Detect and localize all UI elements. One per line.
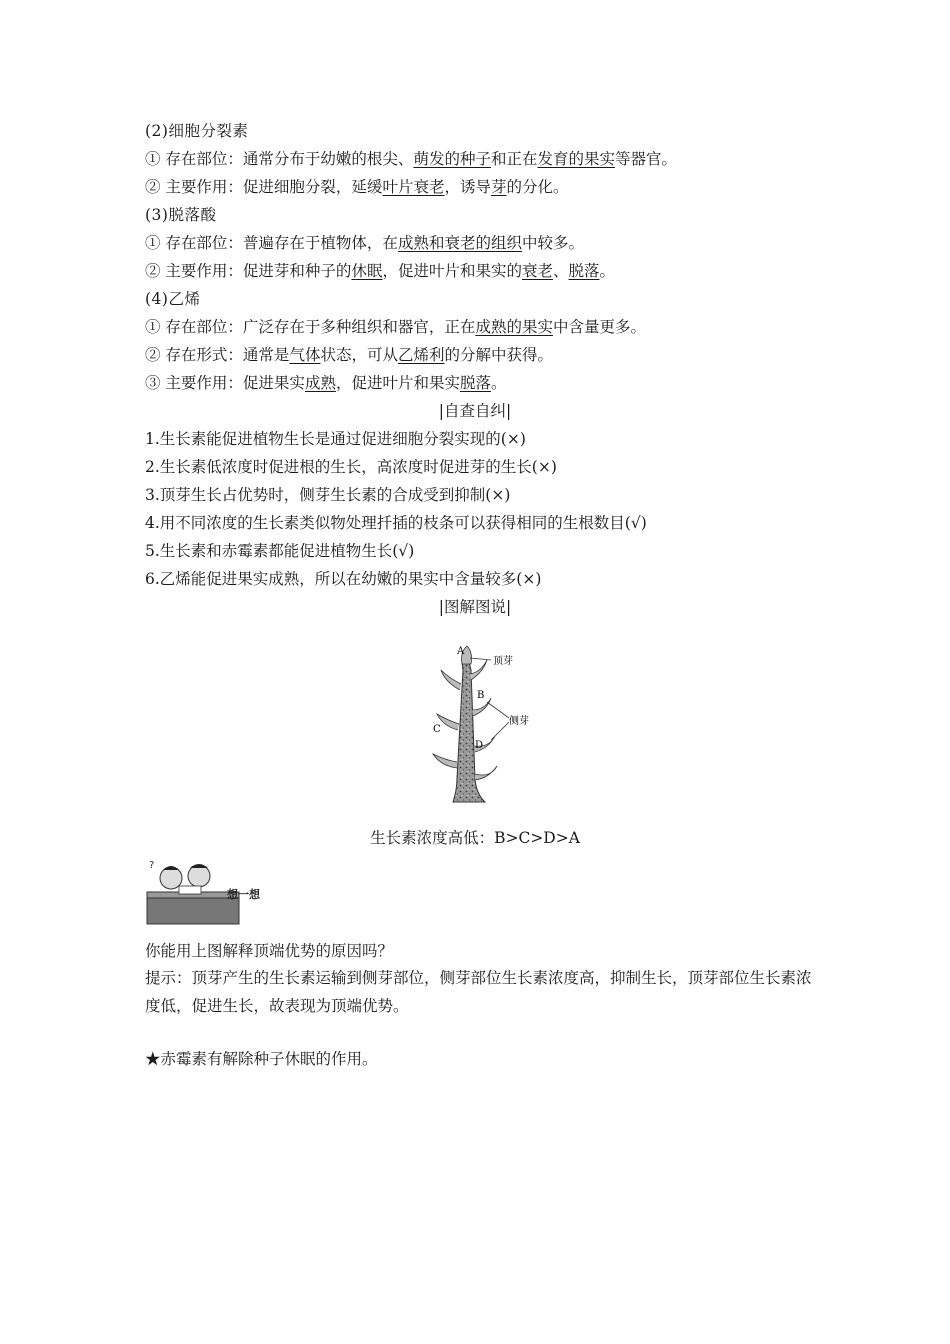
question-marks-icon: ? — [149, 860, 155, 871]
text: 等器官。 — [614, 150, 677, 168]
blank-answer: 脱落 — [568, 262, 600, 280]
text: ② 主要作用：促进芽和种子的 — [145, 262, 352, 280]
blank-answer: 休眠 — [351, 262, 383, 280]
text: ，促进叶片和果实 — [335, 374, 460, 392]
think-answer: 提示：顶芽产生的生长素运输到侧芽部位，侧芽部位生长素浓度高，抑制生长，顶芽部位生长素浓度低，促进生长，故表现为顶端优势。 — [145, 969, 812, 1015]
cytokinin-location — [145, 148, 677, 170]
text: ，促进叶片和果实的 — [382, 262, 522, 280]
text: ① 存在部位：普遍存在于植物体，在 — [145, 234, 398, 252]
think-badge-illustration — [143, 856, 278, 928]
think-badge-label: 想一想 — [227, 888, 260, 901]
text: 的分解中获得。 — [444, 346, 553, 364]
section-title-abscisic-acid: (3)脱落酸 — [145, 206, 217, 224]
blank-answer: 芽 — [490, 178, 507, 196]
blank-answer: 成熟的果实 — [475, 318, 553, 336]
check-item: 6.乙烯能促进果实成熟，所以在幼嫩的果实中含量较多(×) — [145, 570, 542, 588]
think-question: 你能用上图解释顶端优势的原因吗？ — [145, 942, 394, 960]
text: ② 主要作用：促进细胞分裂，延缓 — [145, 178, 383, 196]
text: ① 存在部位：通常分布于幼嫩的根尖、 — [145, 150, 414, 168]
check-item: 5.生长素和赤霉素都能促进植物生长(√) — [145, 542, 415, 560]
leader-line — [470, 658, 491, 660]
blank-answer: 叶片衰老 — [382, 178, 445, 196]
ethylene-location — [145, 316, 646, 338]
text: 、 — [552, 262, 569, 280]
note-star: ★赤霉素有解除种子休眠的作用。 — [145, 1050, 378, 1068]
text: 。 — [599, 262, 616, 280]
cytokinin-function — [145, 176, 569, 198]
leader-line — [491, 722, 509, 740]
blank-answer: 萌发的种子 — [413, 150, 491, 168]
blank-answer: 脱落 — [459, 374, 491, 392]
label-c: C — [433, 724, 441, 735]
blank-answer: 衰老 — [521, 262, 553, 280]
blank-answer: 气体 — [289, 346, 321, 364]
text: 。 — [490, 374, 507, 392]
ethylene-form — [145, 344, 553, 366]
self-check-heading: |自查自纠| — [438, 402, 512, 420]
ethylene-function — [145, 372, 507, 394]
blank-answer: 成熟和衰老的组织 — [397, 234, 522, 252]
plant-stem-illustration — [405, 640, 555, 810]
aba-location — [145, 232, 584, 254]
aba-function — [145, 260, 615, 282]
text: 中较多。 — [521, 234, 584, 252]
text: 状态，可从 — [320, 346, 398, 364]
text: ① 存在部位：广泛存在于多种组织和器官，正在 — [145, 318, 476, 336]
text: ② 存在形式：通常是 — [145, 346, 290, 364]
label-b: B — [477, 690, 485, 701]
text: ，诱导 — [444, 178, 491, 196]
check-item: 1.生长素能促进植物生长是通过促进细胞分裂实现的(×) — [145, 430, 526, 448]
text: 中含量更多。 — [552, 318, 646, 336]
label-lateral-bud: 侧芽 — [509, 716, 529, 727]
figure-caption: 生长素浓度高低：B>C>D>A — [370, 829, 580, 847]
label-a: A — [457, 646, 465, 657]
label-d: D — [475, 740, 484, 751]
check-item: 2.生长素低浓度时促进根的生长，高浓度时促进芽的生长(×) — [145, 458, 557, 476]
section-title-cytokinin: (2)细胞分裂素 — [145, 122, 249, 140]
section-title-ethylene: (4)乙烯 — [145, 290, 201, 308]
text: 的分化。 — [506, 178, 569, 196]
text: 和正在 — [490, 150, 538, 168]
blank-answer: 乙烯利 — [397, 346, 445, 364]
label-apical-bud: 顶芽 — [493, 656, 513, 667]
blank-answer: 发育的果实 — [537, 150, 615, 168]
check-item: 3.顶芽生长占优势时，侧芽生长素的合成受到抑制(×) — [145, 486, 511, 504]
blank-answer: 成熟 — [304, 374, 336, 392]
text: ③ 主要作用：促进果实 — [145, 374, 305, 392]
check-item: 4.用不同浓度的生长素类似物处理扦插的枝条可以获得相同的生根数目(√) — [145, 514, 647, 532]
leader-line — [487, 702, 509, 718]
figure-heading: |图解图说| — [438, 598, 512, 616]
